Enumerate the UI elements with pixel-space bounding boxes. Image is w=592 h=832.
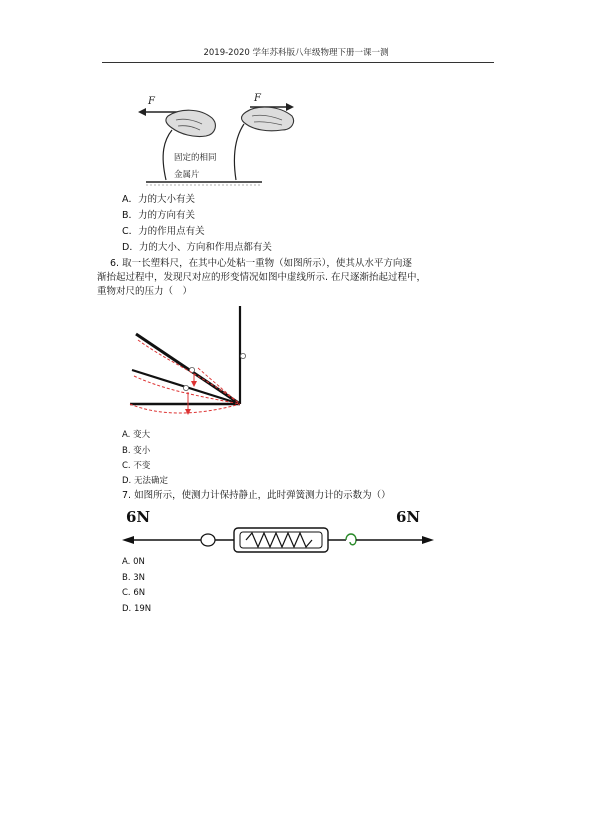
q5-option-d: D．力的大小、方向和作用点都有关 xyxy=(122,242,272,253)
q7-option-c: C. 6N xyxy=(122,588,146,598)
q6-option-d: D. 无法确定 xyxy=(122,476,168,486)
q6-option-b: B. 变小 xyxy=(122,446,151,456)
force-label-right: F xyxy=(254,93,261,104)
q6-stem-line-3: 重物对尺的压力（ ） xyxy=(97,286,193,297)
q6-stem-line-2: 渐抬起过程中，发现尺对应的形变情况如图中虚线所示. 在尺逐渐抬起过程中， xyxy=(97,272,427,283)
q7-option-a: A. 0N xyxy=(122,557,145,567)
q7-stem: 7. 如图所示，使测力计保持静止，此时弹簧测力计的示数为（） xyxy=(122,490,391,501)
q7-option-d: D. 19N xyxy=(122,604,152,614)
q6-stem-line-1: 6. 取一长塑料尺，在其中心处粘一重物（如图所示），使其从水平方向逐 xyxy=(110,258,412,269)
header-rule xyxy=(102,62,494,63)
force-left-label: 6N xyxy=(126,508,151,526)
figure-caption-2: 金属片 xyxy=(174,170,200,180)
figure-caption-1: 固定的相同 xyxy=(174,153,217,163)
force-label-left: F xyxy=(148,96,155,107)
figure-hands-force xyxy=(132,90,302,190)
q5-option-b: B．力的方向有关 xyxy=(122,210,196,221)
q5-option-c: C．力的作用点有关 xyxy=(122,226,205,237)
force-right-label: 6N xyxy=(396,508,421,526)
page-header: 2019-2020 学年苏科版八年级物理下册一课一测 xyxy=(203,48,389,58)
figure-ruler-lift xyxy=(128,304,258,416)
q6-option-a: A. 变大 xyxy=(122,430,151,440)
q6-option-c: C. 不变 xyxy=(122,461,151,471)
q5-option-a: A．力的大小有关 xyxy=(122,194,195,205)
q7-option-b: B. 3N xyxy=(122,573,146,583)
figure-spring-scale xyxy=(118,506,440,562)
